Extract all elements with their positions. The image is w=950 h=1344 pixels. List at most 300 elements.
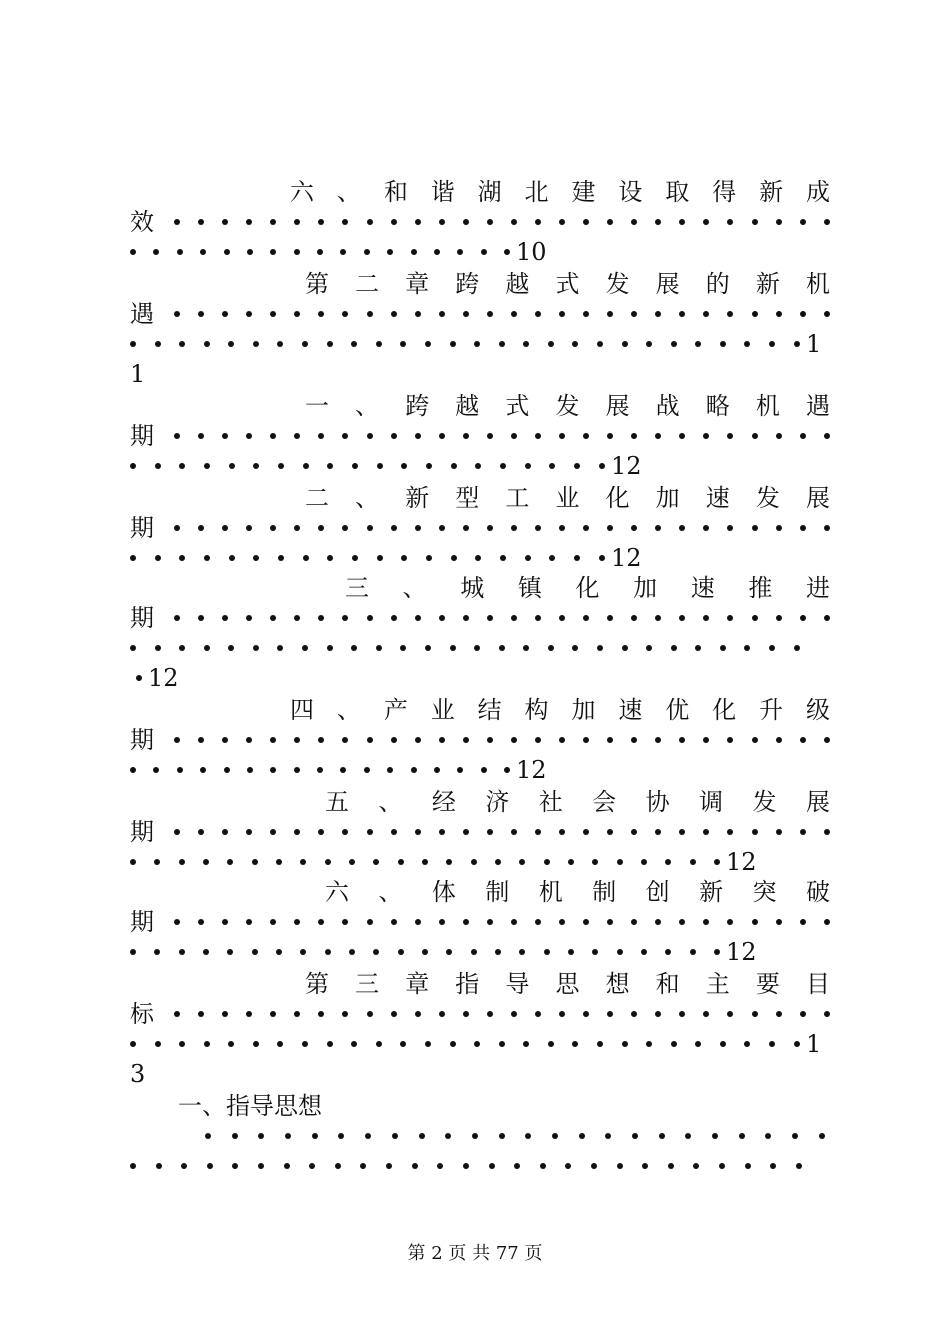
leader-dot <box>412 1163 418 1169</box>
toc-title-char: 建 <box>571 178 596 206</box>
leader-dot <box>535 525 541 531</box>
leader-dot <box>769 341 775 347</box>
toc-wrap-line <box>130 420 830 452</box>
leader-dot <box>222 615 228 621</box>
leader-dot <box>294 767 300 773</box>
leader-dot <box>155 645 161 651</box>
leader-dot <box>391 829 397 835</box>
leader-dot <box>318 829 324 835</box>
leader-dot <box>617 1163 623 1169</box>
leader-dots <box>130 463 605 469</box>
leader-dot <box>794 341 800 347</box>
leader-dot <box>198 311 204 317</box>
leader-dot <box>800 919 806 925</box>
leader-dot <box>824 311 830 317</box>
leader-dot <box>703 433 709 439</box>
leader-dot <box>318 615 324 621</box>
leader-dot <box>597 1041 603 1047</box>
toc-title-char: 战 <box>655 392 680 420</box>
leader-dot <box>572 341 578 347</box>
leader-dot <box>130 463 136 469</box>
leader-dots <box>136 675 142 681</box>
leader-dot <box>792 1133 798 1139</box>
toc-title-line <box>290 176 830 208</box>
leader-dot <box>401 555 407 561</box>
leader-dot <box>592 949 598 955</box>
leader-dot <box>712 1133 718 1139</box>
leader-dot <box>434 767 440 773</box>
toc-title-char: 略 <box>705 392 730 420</box>
leader-dot <box>487 1011 493 1017</box>
leader-dot <box>179 463 185 469</box>
toc-title-line <box>345 572 830 604</box>
leader-dot <box>204 555 210 561</box>
leader-dot <box>703 219 709 225</box>
toc-title-char: 化 <box>575 574 600 602</box>
leader-dot <box>535 615 541 621</box>
leader-dot <box>391 919 397 925</box>
leader-dot <box>607 615 613 621</box>
leader-dot <box>222 1011 228 1017</box>
leader-dot <box>426 555 432 561</box>
toc-title-char: 城 <box>460 574 485 602</box>
leader-dot <box>303 555 309 561</box>
leader-dot <box>765 1133 771 1139</box>
leader-dot <box>270 919 276 925</box>
leader-dot <box>130 341 136 347</box>
leader-dot <box>559 615 565 621</box>
leader-dot <box>318 1011 324 1017</box>
leader-dot <box>367 219 373 225</box>
leader-dot <box>671 341 677 347</box>
leader-dot <box>391 737 397 743</box>
leader-dots <box>130 249 510 255</box>
toc-title-line <box>305 268 830 300</box>
leader-dot <box>284 1163 290 1169</box>
leader-dot <box>228 1041 234 1047</box>
leader-dot <box>457 767 463 773</box>
leader-dot <box>352 555 358 561</box>
leader-dot <box>258 1163 264 1169</box>
leader-dot <box>309 1163 315 1169</box>
leader-dot <box>174 615 180 621</box>
leader-dot <box>415 311 421 317</box>
leader-dot <box>548 645 554 651</box>
toc-title-char: 成 <box>805 178 830 206</box>
toc-title-char: 调 <box>699 788 724 816</box>
leader-dot <box>511 525 517 531</box>
leader-dot <box>800 737 806 743</box>
leader-dots <box>174 433 830 439</box>
leader-dot <box>631 433 637 439</box>
leader-dot <box>437 1163 443 1169</box>
leader-dot <box>439 525 445 531</box>
leader-dot <box>463 525 469 531</box>
leader-dot <box>228 645 234 651</box>
leader-dot <box>222 737 228 743</box>
leader-dot <box>446 859 452 865</box>
leader-dot <box>463 615 469 621</box>
leader-dot <box>549 463 555 469</box>
leader-dot <box>583 311 589 317</box>
leader-dot <box>583 219 589 225</box>
leader-dot <box>655 737 661 743</box>
leader-dot <box>367 615 373 621</box>
leader-dot <box>565 1163 571 1169</box>
leader-dots <box>174 615 830 621</box>
leader-dot <box>450 645 456 651</box>
leader-dot <box>500 555 506 561</box>
toc-title-char: 二 <box>305 484 329 512</box>
leader-dot <box>204 1041 210 1047</box>
leader-dot <box>617 949 623 955</box>
leader-dot <box>246 433 252 439</box>
toc-title-char: 业 <box>555 484 580 512</box>
toc-title-char: 要 <box>755 970 780 998</box>
leader-dot <box>224 767 230 773</box>
leader-dots <box>130 341 800 347</box>
toc-title-char: 第 <box>305 970 329 998</box>
toc-title-char: 式 <box>505 392 530 420</box>
leader-dot <box>457 249 463 255</box>
toc-wrap-char: 期 <box>130 818 154 846</box>
toc-title-char: 得 <box>712 178 737 206</box>
leader-dot <box>727 311 733 317</box>
leader-dot <box>411 767 417 773</box>
leader-dot <box>679 737 685 743</box>
toc-title-char: 一 <box>305 392 329 420</box>
toc-wrap-char: 效 <box>130 208 154 236</box>
leader-dot <box>246 919 252 925</box>
leader-dot <box>668 1163 674 1169</box>
leader-dot <box>204 645 210 651</box>
leader-dot <box>294 1011 300 1017</box>
leader-dot <box>463 1163 469 1169</box>
leader-dot <box>739 1133 745 1139</box>
leader-dot <box>205 1133 211 1139</box>
leader-dot <box>693 1163 699 1169</box>
leader-dot <box>671 645 677 651</box>
toc-title-char: 结 <box>477 696 502 724</box>
toc-leader-line <box>130 936 830 968</box>
leader-dot <box>276 949 282 955</box>
leader-dot <box>770 1163 776 1169</box>
toc-wrap-char: 标 <box>130 1000 154 1028</box>
leader-dot <box>474 645 480 651</box>
leader-dot <box>519 949 525 955</box>
leader-dot <box>253 645 259 651</box>
leader-dot <box>130 555 136 561</box>
leader-dot <box>342 829 348 835</box>
leader-dot <box>130 249 136 255</box>
leader-dot <box>703 737 709 743</box>
leader-dot <box>351 1041 357 1047</box>
leader-dot <box>487 829 493 835</box>
leader-dot <box>523 1041 529 1047</box>
toc-title-char: 优 <box>665 696 690 724</box>
leader-dot <box>434 249 440 255</box>
leader-dot <box>695 341 701 347</box>
leader-dot <box>769 1041 775 1047</box>
leader-dot <box>426 463 432 469</box>
leader-dots <box>130 1163 802 1169</box>
leader-dot <box>312 1133 318 1139</box>
leader-dot <box>198 919 204 925</box>
leader-dot <box>679 219 685 225</box>
toc-title-char: 工 <box>505 484 530 512</box>
leader-dot <box>270 525 276 531</box>
toc-title-char: 跨 <box>455 270 480 298</box>
leader-dot <box>425 341 431 347</box>
leader-dot <box>177 249 183 255</box>
leader-dot <box>800 433 806 439</box>
leader-dot <box>720 645 726 651</box>
leader-dot <box>246 311 252 317</box>
leader-dot <box>294 525 300 531</box>
leader-dot <box>174 219 180 225</box>
leader-dot <box>130 859 136 865</box>
toc-title-char: 推 <box>748 574 773 602</box>
leader-dot <box>270 767 276 773</box>
toc-page-number: 1 <box>806 330 822 358</box>
leader-dot <box>174 737 180 743</box>
leader-dot <box>198 615 204 621</box>
leader-dot <box>631 919 637 925</box>
toc-title-char: 、 <box>336 696 361 724</box>
leader-dot <box>744 341 750 347</box>
leader-dot <box>222 919 228 925</box>
leader-dot <box>222 433 228 439</box>
toc-leader-line <box>130 236 830 268</box>
leader-dot <box>475 463 481 469</box>
leader-dot <box>300 949 306 955</box>
leader-dot <box>439 433 445 439</box>
leader-dot <box>224 249 230 255</box>
leader-dot <box>504 249 510 255</box>
leader-dot <box>277 1041 283 1047</box>
leader-dot <box>607 433 613 439</box>
leader-dot <box>278 555 284 561</box>
leader-dot <box>525 1133 531 1139</box>
leader-dot <box>294 219 300 225</box>
toc-leader-line <box>130 632 830 664</box>
leader-dot <box>317 249 323 255</box>
leader-dot <box>153 767 159 773</box>
leader-dot <box>342 433 348 439</box>
toc-page-number: 12 <box>611 452 642 480</box>
leader-dot <box>156 1163 162 1169</box>
leader-dot <box>439 311 445 317</box>
toc-title-char: 进 <box>806 574 830 602</box>
leader-dot <box>327 1041 333 1047</box>
leader-dot <box>377 555 383 561</box>
leader-dot <box>548 341 554 347</box>
leader-dot <box>392 1133 398 1139</box>
leader-dot <box>277 341 283 347</box>
toc-leader-line <box>130 450 830 482</box>
toc-wrap-char: 期 <box>130 726 154 754</box>
toc-title-char: 谐 <box>430 178 455 206</box>
leader-dots <box>174 737 830 743</box>
leader-dot <box>703 525 709 531</box>
leader-dot <box>559 919 565 925</box>
leader-dot <box>198 433 204 439</box>
leader-dot <box>222 525 228 531</box>
leader-dot <box>714 949 720 955</box>
leader-dot <box>364 249 370 255</box>
toc-wrap-line <box>130 906 830 938</box>
leader-dot <box>391 615 397 621</box>
leader-dot <box>391 1011 397 1017</box>
leader-dot <box>302 341 308 347</box>
leader-dot <box>207 1163 213 1169</box>
leader-dot <box>411 249 417 255</box>
leader-dot <box>252 859 258 865</box>
leader-dot <box>474 341 480 347</box>
leader-dot <box>499 1133 505 1139</box>
leader-dot <box>422 949 428 955</box>
leader-dot <box>487 525 493 531</box>
leader-dot <box>471 859 477 865</box>
toc-title-char: 湖 <box>477 178 502 206</box>
leader-dot <box>155 341 161 347</box>
toc-leader-line <box>130 328 830 360</box>
leader-dot <box>302 645 308 651</box>
toc-title-line <box>290 694 830 726</box>
leader-dot <box>703 1011 709 1017</box>
toc-wrap-line <box>130 602 830 634</box>
leader-dot <box>391 219 397 225</box>
leader-dot <box>690 949 696 955</box>
toc-page-number: 12 <box>726 938 757 966</box>
leader-dot <box>727 829 733 835</box>
toc-title-char: 展 <box>805 484 830 512</box>
leader-dot <box>535 433 541 439</box>
leader-dot <box>294 311 300 317</box>
toc-wrap-line <box>130 298 830 330</box>
leader-dot <box>204 463 210 469</box>
leader-dot <box>776 311 782 317</box>
toc-title-line <box>325 876 830 908</box>
leader-dot <box>579 1133 585 1139</box>
toc-title-char: 主 <box>705 970 730 998</box>
leader-dot <box>607 525 613 531</box>
leader-dot <box>655 433 661 439</box>
leader-dot <box>549 555 555 561</box>
leader-dot <box>599 463 605 469</box>
leader-dot <box>130 1041 136 1047</box>
leader-dot <box>179 1041 185 1047</box>
toc-title-char: 越 <box>505 270 530 298</box>
toc-title-char: 社 <box>538 788 563 816</box>
leader-dot <box>232 1133 238 1139</box>
leader-dot <box>487 433 493 439</box>
toc-title-char: 机 <box>805 270 830 298</box>
leader-dot <box>559 219 565 225</box>
toc-title-char: 展 <box>655 270 680 298</box>
leader-dot <box>364 767 370 773</box>
leader-dot <box>317 767 323 773</box>
toc-title-char: 发 <box>755 484 780 512</box>
leader-dot <box>800 829 806 835</box>
toc-wrap-line <box>130 512 830 544</box>
toc-title-char: 三 <box>345 574 369 602</box>
toc-title-char: 式 <box>555 270 580 298</box>
leader-dot <box>349 949 355 955</box>
leader-dot <box>824 615 830 621</box>
leader-dot <box>727 737 733 743</box>
leader-dot <box>367 829 373 835</box>
leader-dot <box>342 615 348 621</box>
leader-dot <box>179 645 185 651</box>
leader-dot <box>572 645 578 651</box>
toc-wrap-char: 期 <box>130 908 154 936</box>
leader-dots <box>174 919 830 925</box>
leader-dot <box>776 525 782 531</box>
toc-title-char: 化 <box>605 484 630 512</box>
leader-dot <box>690 859 696 865</box>
toc-wrap-char: 期 <box>130 514 154 542</box>
leader-dot <box>568 859 574 865</box>
leader-dot <box>270 1011 276 1017</box>
toc-leader-line <box>130 754 830 786</box>
leader-dot <box>641 859 647 865</box>
leader-dot <box>511 615 517 621</box>
leader-dot <box>294 737 300 743</box>
leader-dot <box>535 829 541 835</box>
leader-dot <box>338 1133 344 1139</box>
leader-dot <box>665 949 671 955</box>
toc-leader-line <box>130 1150 830 1182</box>
leader-dot <box>367 1011 373 1017</box>
toc-title-char: 五 <box>325 788 349 816</box>
leader-dot <box>824 829 830 835</box>
leader-dot <box>824 919 830 925</box>
leader-dot <box>597 341 603 347</box>
leader-dot <box>679 525 685 531</box>
leader-dot <box>377 463 383 469</box>
leader-dot <box>302 1041 308 1047</box>
leader-dot <box>318 737 324 743</box>
toc-page-number: 3 <box>130 1060 146 1088</box>
leader-dot <box>450 1041 456 1047</box>
toc-title-char: 机 <box>538 878 563 906</box>
leader-dot <box>525 463 531 469</box>
toc-leader-line <box>130 542 830 574</box>
leader-dot <box>246 525 252 531</box>
leader-dot <box>559 311 565 317</box>
toc-title-char: 型 <box>455 484 480 512</box>
leader-dot <box>776 615 782 621</box>
leader-dot <box>342 525 348 531</box>
leader-dot <box>294 433 300 439</box>
leader-dots <box>174 525 830 531</box>
leader-dot <box>300 859 306 865</box>
leader-dot <box>607 219 613 225</box>
leader-dot <box>270 737 276 743</box>
leader-dot <box>367 737 373 743</box>
leader-dot <box>415 919 421 925</box>
toc-title-char: 、 <box>355 392 380 420</box>
leader-dot <box>130 1163 136 1169</box>
leader-dot <box>776 919 782 925</box>
leader-dot <box>646 341 652 347</box>
leader-dot <box>481 767 487 773</box>
leader-dot <box>727 525 733 531</box>
leader-dot <box>607 311 613 317</box>
leader-dot <box>752 525 758 531</box>
leader-dot <box>391 525 397 531</box>
